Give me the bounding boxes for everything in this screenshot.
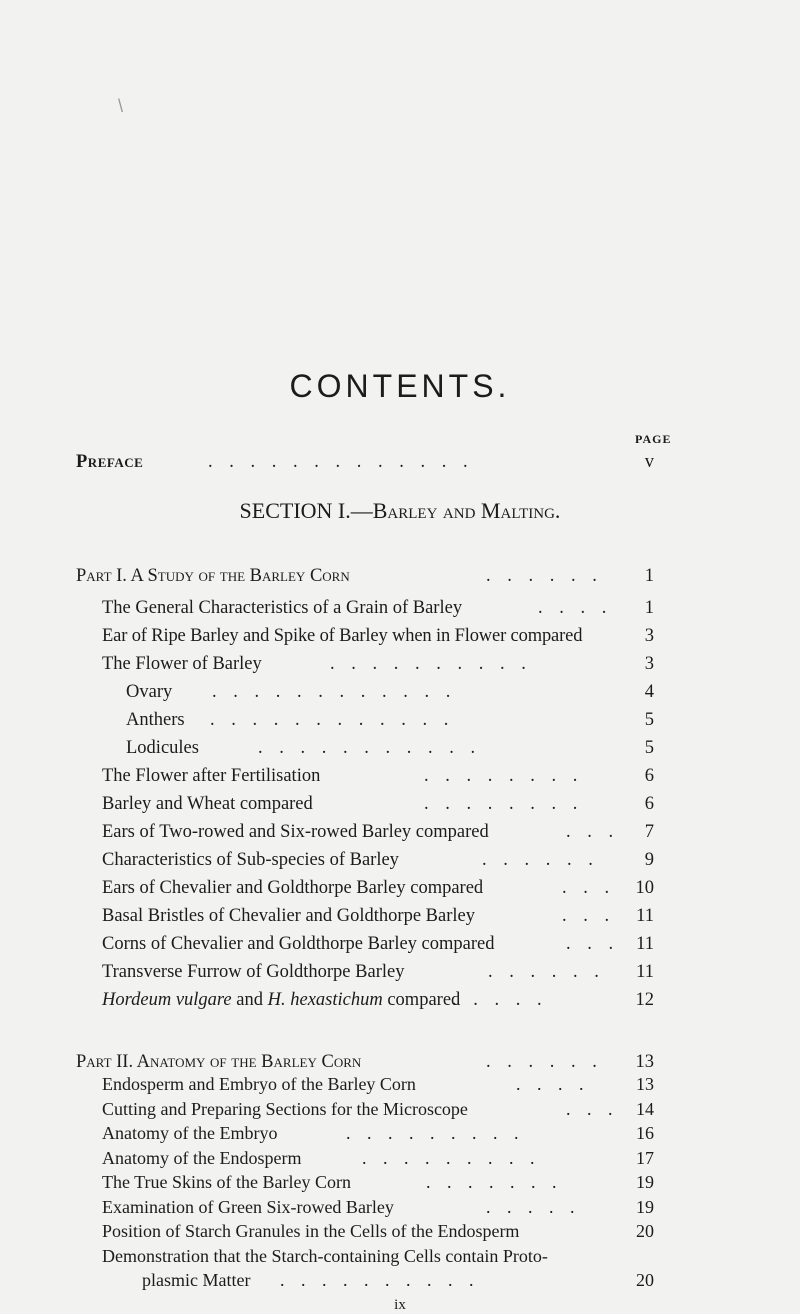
toc-entry[interactable] <box>0 650 800 678</box>
toc-page-number: 13 <box>635 1052 654 1072</box>
toc-entry[interactable] <box>0 706 800 734</box>
toc-entry[interactable] <box>0 1268 800 1292</box>
leader-dots: . . . <box>566 1098 619 1119</box>
toc-entry-label: Cutting and Preparing Sections for the Microscope <box>102 1098 468 1119</box>
toc-page-number: 3 <box>644 626 654 646</box>
toc-part-label: Part II. Anatomy of the Barley Corn <box>76 1052 362 1072</box>
toc-entry[interactable] <box>0 1097 800 1121</box>
toc-entry-label: Anatomy of the Endosperm <box>102 1147 302 1168</box>
toc-entry-label: The True Skins of the Barley Corn <box>102 1172 351 1192</box>
leader-dots: . . . . . . . . <box>424 794 584 814</box>
toc-entry[interactable] <box>0 1244 800 1268</box>
page-column-header: PAGE <box>635 432 672 446</box>
leader-dots: . . . <box>562 878 616 898</box>
toc-entry-label <box>102 986 460 1014</box>
page-folio: ix <box>394 1296 406 1313</box>
leader-dots: . . . . . . . . . . <box>330 654 532 674</box>
toc-entry[interactable] <box>0 678 800 706</box>
toc-entry-label: plasmic Matter <box>142 1270 251 1290</box>
toc-entry-label: Ovary <box>126 682 173 702</box>
toc-page-number: 12 <box>635 990 654 1010</box>
toc-entry[interactable] <box>0 1195 800 1219</box>
toc-entry[interactable] <box>0 1170 800 1194</box>
toc-entry[interactable] <box>0 986 800 1014</box>
toc-entry[interactable] <box>0 818 800 846</box>
leader-dots: . . . . . <box>486 1196 581 1217</box>
toc-entry-label-part: compared <box>382 990 461 1010</box>
toc-page-number: 5 <box>644 738 654 758</box>
leader-dots: . . . <box>566 822 620 842</box>
toc-part-1[interactable] <box>0 562 800 590</box>
toc-entry[interactable] <box>0 762 800 790</box>
leader-dots: . . . . . . . . <box>424 766 584 786</box>
toc-entry[interactable] <box>0 594 800 622</box>
section-heading <box>0 496 800 526</box>
leader-dots: . . . . . . . . . <box>362 1147 541 1168</box>
leader-dots: . . . . . . <box>482 850 599 870</box>
toc-page-number: 11 <box>636 934 654 954</box>
toc-page-number: 14 <box>636 1098 654 1119</box>
section-heading-label: SECTION I.—Barley and Malting. <box>239 498 561 523</box>
toc-entry[interactable] <box>0 902 800 930</box>
toc-part-label: Part I. A Study of the Barley Corn <box>76 566 350 586</box>
toc-entry[interactable] <box>0 1072 800 1096</box>
toc-entry[interactable] <box>0 1121 800 1145</box>
toc-entry-label: Transverse Furrow of Goldthorpe Barley <box>102 962 405 982</box>
toc-entry[interactable] <box>0 1146 800 1170</box>
toc-entry-label: The Flower of Barley <box>102 654 262 674</box>
stray-mark: \ <box>118 96 124 116</box>
toc-page-number: 19 <box>636 1196 654 1217</box>
toc-entry-label-part: and <box>231 990 268 1010</box>
toc-entry[interactable] <box>0 790 800 818</box>
leader-dots: . . . . . . . . . . . <box>258 738 482 758</box>
toc-page-number: 11 <box>636 906 654 926</box>
leader-dots: . . . . . . . . . . . . <box>210 710 455 730</box>
toc-entry-label: The Flower after Fertilisation <box>102 766 321 786</box>
toc-entry-label-italic: H. hexastichum <box>267 990 383 1010</box>
toc-entry-label: Barley and Wheat compared <box>102 794 313 814</box>
toc-page-number: 1 <box>644 566 654 586</box>
toc-page-number: 9 <box>644 850 654 870</box>
toc-entry-label: Examination of Green Six-rowed Barley <box>102 1196 394 1217</box>
leader-dots: . . . . . . . <box>426 1172 563 1192</box>
toc-page-number: 10 <box>635 878 654 898</box>
leader-dots: . . . . . . <box>488 962 605 982</box>
toc-entry-label-italic: Hordeum vulgare <box>102 990 232 1010</box>
toc-entry-label: Ear of Ripe Barley and Spike of Barley when in Flower compared <box>102 626 583 646</box>
toc-entry-label: Position of Starch Granules in the Cells of the Endosperm <box>102 1221 520 1241</box>
toc-page-number: 3 <box>644 654 654 674</box>
toc-entry-label: Anatomy of the Embryo <box>102 1123 278 1143</box>
toc-entry[interactable] <box>0 958 800 986</box>
toc-label: Preface <box>76 452 144 472</box>
toc-entry[interactable] <box>0 874 800 902</box>
toc-page-number: 16 <box>636 1123 654 1143</box>
leader-dots: . . . . . . <box>486 566 603 586</box>
toc-entry-label: Characteristics of Sub-species of Barley <box>102 850 399 870</box>
toc-entry-label: Endosperm and Embryo of the Barley Corn <box>102 1074 416 1094</box>
leader-dots: . . . . . . <box>486 1052 603 1072</box>
toc-entry[interactable] <box>0 930 800 958</box>
toc-entry-label: Anthers <box>126 710 185 730</box>
toc-page-number: 19 <box>636 1172 654 1192</box>
toc-preface[interactable] <box>0 448 800 476</box>
toc-page-number: 13 <box>636 1074 654 1094</box>
toc-entry-label: Ears of Two-rowed and Six-rowed Barley compared <box>102 822 489 842</box>
toc-entry-label: Basal Bristles of Chevalier and Goldthorpe Barley <box>102 906 475 926</box>
toc-page-number: 4 <box>644 682 654 702</box>
toc-entry-label: Lodicules <box>126 738 199 758</box>
leader-dots: . . . . . . . . . <box>346 1123 525 1143</box>
toc-entry-label: Ears of Chevalier and Goldthorpe Barley compared <box>102 878 484 898</box>
toc-entry-label: Corns of Chevalier and Goldthorpe Barley compared <box>102 934 495 954</box>
toc-page-number: 5 <box>644 710 654 730</box>
toc-page-number: 6 <box>644 794 654 814</box>
toc-entry[interactable] <box>0 846 800 874</box>
toc-page-number: 20 <box>636 1221 654 1241</box>
toc-entry-label: Demonstration that the Starch-containing Cells contain Proto- <box>102 1245 548 1266</box>
toc-page-number: 7 <box>644 822 654 842</box>
toc-page-number: 1 <box>644 598 654 618</box>
toc-page-number: 11 <box>636 962 654 982</box>
toc-entry[interactable] <box>0 734 800 762</box>
leader-dots: . . . <box>566 934 620 954</box>
toc-entry[interactable] <box>0 622 800 650</box>
toc-page-number: 17 <box>636 1147 654 1168</box>
toc-entry-label: The General Characteristics of a Grain of Barley <box>102 598 463 618</box>
page-title: CONTENTS. <box>289 368 511 404</box>
toc-page-number: 6 <box>644 766 654 786</box>
leader-dots: . . . . . <box>452 990 548 1010</box>
toc-page-number: v <box>644 452 654 472</box>
toc-entry[interactable] <box>0 1219 800 1243</box>
leader-dots: . . . <box>562 906 616 926</box>
toc-page-number: 20 <box>636 1270 654 1290</box>
leader-dots: . . . . . . . . . . <box>280 1270 480 1290</box>
leader-dots: . . . . <box>538 598 613 618</box>
leader-dots: . . . . . . . . . . . . <box>212 682 457 702</box>
leader-dots: . . . . . . . . . . . . . <box>208 452 474 472</box>
leader-dots: . . . . <box>516 1074 590 1094</box>
